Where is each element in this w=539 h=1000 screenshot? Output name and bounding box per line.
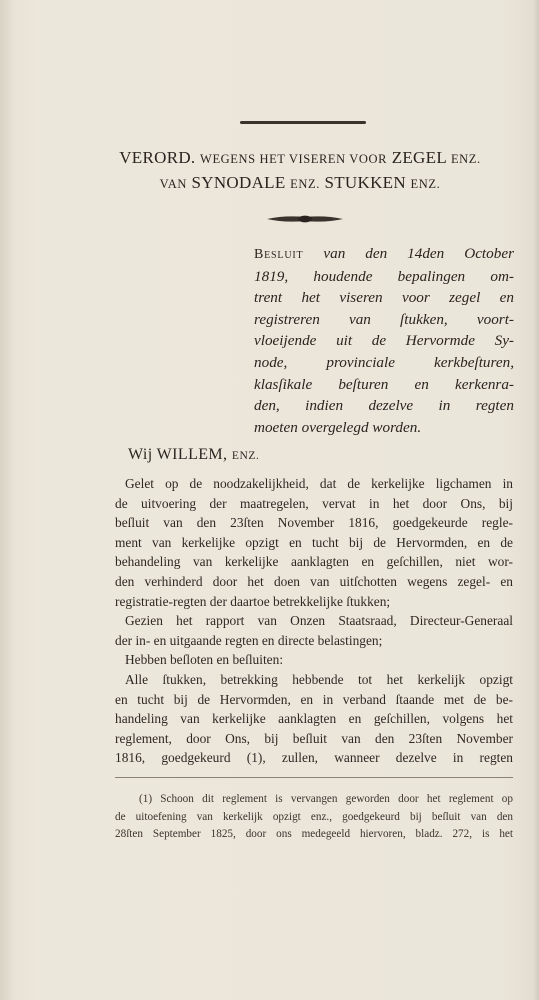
besluit-line: Besluit van den 14den October bbox=[254, 245, 514, 262]
heading-line-2 bbox=[110, 173, 490, 193]
page-edge bbox=[533, 0, 539, 1000]
body-line: den verhinderd door het doen van uitſchotten wegens zegel- en bbox=[115, 573, 513, 589]
body-line: Gezien het rapport van Onzen Staatsraad, Directeur-Generaal bbox=[125, 613, 513, 629]
besluit-line: vloeijende uit de Hervormde Sy- bbox=[254, 332, 514, 350]
besluit-line: trent het viseren voor zegel en bbox=[254, 289, 514, 307]
heading-smallcaps: ENZ. bbox=[450, 152, 481, 166]
besluit-line: node, provinciale kerkbeſturen, bbox=[254, 353, 514, 371]
opening-main: Wij WILLEM, bbox=[128, 446, 228, 463]
footnote-line: de uitoefening van kerkelijk opzigt enz., goedgekeurd bij beſluit van den bbox=[115, 810, 513, 823]
besluit-line: klasſikale beſturen en kerkenra- bbox=[254, 375, 514, 393]
footnote-line: (1) Schoon dit reglement is vervangen geworden door het reglement op bbox=[139, 793, 513, 805]
body-text bbox=[115, 474, 513, 768]
body-line: Alle ſtukken, betrekking hebbende tot het kerkelijk opzigt bbox=[125, 671, 513, 687]
heading-word: VERORD. bbox=[119, 148, 196, 167]
heading-smallcaps: ENZ. bbox=[290, 177, 320, 191]
besluit-lead: Besluit bbox=[254, 247, 304, 262]
footnote bbox=[115, 791, 513, 844]
heading-line-1 bbox=[110, 148, 490, 168]
besluit-line: registreren van ſtukken, voort- bbox=[254, 310, 514, 328]
besluit-line: moeten overgelegd worden. bbox=[254, 418, 422, 436]
besluit-line: den, indien dezelve in regten bbox=[254, 397, 514, 415]
heading-word: ZEGEL bbox=[391, 148, 447, 167]
besluit-line: 1819, houdende bepalingen om- bbox=[254, 267, 514, 285]
top-rule bbox=[240, 121, 366, 124]
body-line: de uitvoering der maatregelen, vervat in het door Ons, bij bbox=[115, 495, 513, 511]
body-line: Gelet op de noodzakelijkheid, dat de kerkelijke ligchamen in bbox=[125, 476, 513, 491]
ornament-rule-icon bbox=[265, 214, 345, 224]
body-line: en tucht bij de Hervormden, en in verband ſtaande met de be- bbox=[115, 691, 513, 707]
footnote-line: 28ſten September 1825, door ons medegeeld hiervoren, bladz. 272, is het bbox=[115, 828, 513, 841]
body-line: registratie-regten der daartoe betrekkelijke ſtukken; bbox=[115, 593, 391, 609]
besluit-summary bbox=[254, 243, 514, 438]
footnote-rule bbox=[115, 777, 513, 778]
opening-smallcaps: ENZ. bbox=[231, 450, 260, 462]
heading-smallcaps: WEGENS HET VISEREN VOOR bbox=[200, 152, 388, 166]
body-line: reglement, door Ons, bij beſluit van den 23ſten November bbox=[115, 730, 513, 746]
opening-formula bbox=[128, 446, 260, 464]
body-line: der in- en uitgaande regten en directe belastingen; bbox=[115, 632, 383, 648]
heading-word: SYNODALE bbox=[191, 173, 286, 192]
body-line: Hebben beſloten en beſluiten: bbox=[125, 652, 284, 668]
heading-smallcaps: VAN bbox=[159, 177, 187, 191]
heading-word: STUKKEN bbox=[324, 173, 406, 192]
body-line: 1816, goedgekeurd (1), zullen, wanneer dezelve in regten bbox=[115, 750, 513, 766]
heading-smallcaps: ENZ. bbox=[410, 177, 441, 191]
body-line: ment van kerkelijke opzigt en tucht bij de Hervormden, en de bbox=[115, 534, 513, 550]
body-line: beſluit van den 23ſten November 1816, goedgekeurde regle- bbox=[115, 515, 513, 531]
body-line: behandeling van kerkelijke aanklagten en geſchillen, niet wor- bbox=[115, 554, 513, 570]
body-line: handeling van kerkelijke aanklagten en geſchillen, volgens het bbox=[115, 711, 513, 727]
